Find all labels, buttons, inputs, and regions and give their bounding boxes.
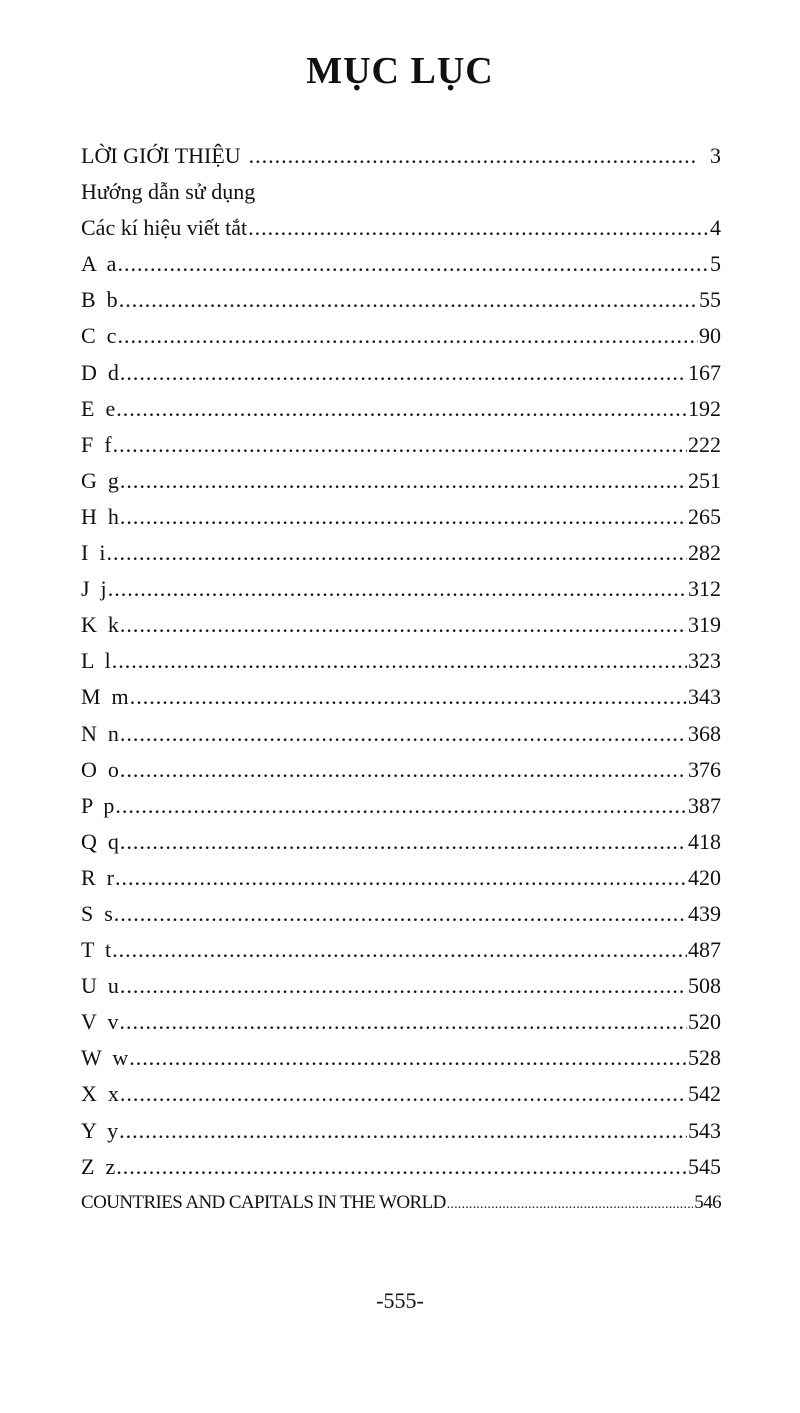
toc-entry-page-number: 418 <box>688 828 721 854</box>
toc-entry <box>81 643 721 679</box>
toc-entry <box>81 824 721 860</box>
toc-entry-page-number: 55 <box>699 287 721 313</box>
toc-entry-label: Y y <box>81 1117 119 1143</box>
toc-entry-label: K k <box>81 612 119 638</box>
dot-leader <box>249 138 698 174</box>
toc-entry-label: J j <box>81 576 107 602</box>
toc-entry-label: N n <box>81 720 119 746</box>
toc-entry-label: L l <box>81 648 111 674</box>
dot-leader <box>119 282 698 318</box>
dot-leader <box>106 535 687 571</box>
toc-entry-page-number: 546 <box>694 1191 721 1213</box>
toc-entry <box>81 246 721 282</box>
toc-entry-page-number: 542 <box>688 1081 721 1107</box>
toc-entry-page-number: 319 <box>688 612 721 638</box>
toc-entry <box>81 174 721 210</box>
dot-leader <box>108 571 687 607</box>
toc-entry-page-number: 343 <box>688 684 721 710</box>
toc-entry-page-number: 90 <box>699 323 721 349</box>
toc-entry <box>81 1185 721 1221</box>
toc-entry-label: A a <box>81 251 117 277</box>
toc-entry-page-number: 439 <box>688 900 721 926</box>
table-of-contents <box>81 138 721 1221</box>
dot-leader <box>447 1187 694 1223</box>
toc-entry-page-number: 543 <box>688 1117 721 1143</box>
toc-entry-page-number: 222 <box>688 431 721 457</box>
toc-entry-label: U u <box>81 973 119 999</box>
toc-entry-label: H h <box>81 503 119 529</box>
toc-entry-label: M m <box>81 684 129 710</box>
toc-entry-page-number: 251 <box>688 467 721 493</box>
dot-leader <box>114 896 687 932</box>
toc-entry-label: W w <box>81 1045 129 1071</box>
toc-entry-page-number: 167 <box>688 359 721 385</box>
dot-leader <box>117 318 698 354</box>
toc-entry-label: Z z <box>81 1153 116 1179</box>
dot-leader <box>112 932 687 968</box>
toc-entry-page-number: 545 <box>688 1153 721 1179</box>
toc-entry <box>81 427 721 463</box>
toc-entry-page-number: 5 <box>710 251 721 277</box>
toc-entry <box>81 968 721 1004</box>
toc-entry <box>81 355 721 391</box>
toc-entry-label: P p <box>81 792 115 818</box>
toc-entry <box>81 932 721 968</box>
dot-leader <box>115 860 687 896</box>
toc-entry <box>81 752 721 788</box>
toc-entry-page-number: 376 <box>688 756 721 782</box>
toc-entry-label: X x <box>81 1081 119 1107</box>
toc-entry-page-number: 528 <box>688 1045 721 1071</box>
toc-entry-label: Hướng dẫn sử dụng <box>81 179 256 205</box>
toc-entry-page-number: 282 <box>688 540 721 566</box>
dot-leader <box>112 643 687 679</box>
dot-leader <box>116 1149 687 1185</box>
toc-entry-label: Các kí hiệu viết tắt <box>81 215 248 241</box>
toc-entry <box>81 716 721 752</box>
toc-entry-page-number: 192 <box>688 395 721 421</box>
toc-entry <box>81 391 721 427</box>
toc-entry <box>81 1004 721 1040</box>
toc-entry <box>81 282 721 318</box>
toc-entry-label: T t <box>81 937 112 963</box>
toc-entry-page-number: 387 <box>688 792 721 818</box>
toc-entry <box>81 860 721 896</box>
toc-entry <box>81 607 721 643</box>
dot-leader <box>113 427 687 463</box>
toc-entry <box>81 788 721 824</box>
dot-leader <box>129 1040 687 1076</box>
toc-entry-label: B b <box>81 287 118 313</box>
dot-leader <box>120 499 687 535</box>
dot-leader <box>120 716 687 752</box>
toc-entry-label: C c <box>81 323 117 349</box>
toc-entry-label: O o <box>81 756 119 782</box>
toc-entry-label: Q q <box>81 828 119 854</box>
dot-leader <box>120 355 687 391</box>
toc-entry-label: R r <box>81 864 114 890</box>
toc-entry <box>81 138 721 174</box>
toc-entry-page-number: 4 <box>710 215 721 241</box>
page-number-footer: -555- <box>376 1288 424 1313</box>
dot-leader <box>130 679 687 715</box>
toc-entry <box>81 896 721 932</box>
toc-entry-page-number: 312 <box>688 576 721 602</box>
toc-entry-page-number: 508 <box>688 973 721 999</box>
toc-entry-page-number: 265 <box>688 503 721 529</box>
toc-entry-page-number: 3 <box>710 143 721 168</box>
toc-entry-label: S s <box>81 900 113 926</box>
toc-entry <box>81 1113 721 1149</box>
toc-entry <box>81 463 721 499</box>
dot-leader <box>120 1076 687 1112</box>
dot-leader <box>117 246 709 282</box>
dot-leader <box>120 824 687 860</box>
toc-entry-label: E e <box>81 395 116 421</box>
dot-leader <box>120 752 687 788</box>
page-title: MỤC LỤC <box>306 50 494 92</box>
dot-leader <box>115 788 687 824</box>
toc-entry-page-number: 487 <box>688 937 721 963</box>
toc-entry-label: G g <box>81 467 119 493</box>
toc-entry <box>81 571 721 607</box>
toc-entry <box>81 318 721 354</box>
toc-entry-label: COUNTRIES AND CAPITALS IN THE WORLD <box>81 1191 446 1213</box>
toc-entry-label: LỜI GIỚI THIỆU <box>81 143 241 168</box>
toc-entry-page-number: 520 <box>688 1009 721 1035</box>
toc-entry-page-number: 420 <box>688 864 721 890</box>
dot-leader <box>248 210 709 246</box>
toc-entry <box>81 1149 721 1185</box>
toc-entry <box>81 1076 721 1112</box>
toc-entry-page-number: 323 <box>688 648 721 674</box>
toc-entry-label: I i <box>81 540 106 566</box>
toc-entry <box>81 535 721 571</box>
toc-entry <box>81 499 721 535</box>
toc-entry-label: D d <box>81 359 119 385</box>
dot-leader <box>120 463 687 499</box>
dot-leader <box>120 1004 688 1040</box>
dot-leader <box>116 391 687 427</box>
toc-entry <box>81 1040 721 1076</box>
toc-entry-label: V v <box>81 1009 119 1035</box>
dot-leader <box>120 607 687 643</box>
dot-leader <box>120 968 687 1004</box>
toc-entry <box>81 679 721 715</box>
toc-entry-page-number: 368 <box>688 720 721 746</box>
dot-leader <box>119 1113 687 1149</box>
toc-entry <box>81 210 721 246</box>
toc-entry-label: F f <box>81 431 112 457</box>
